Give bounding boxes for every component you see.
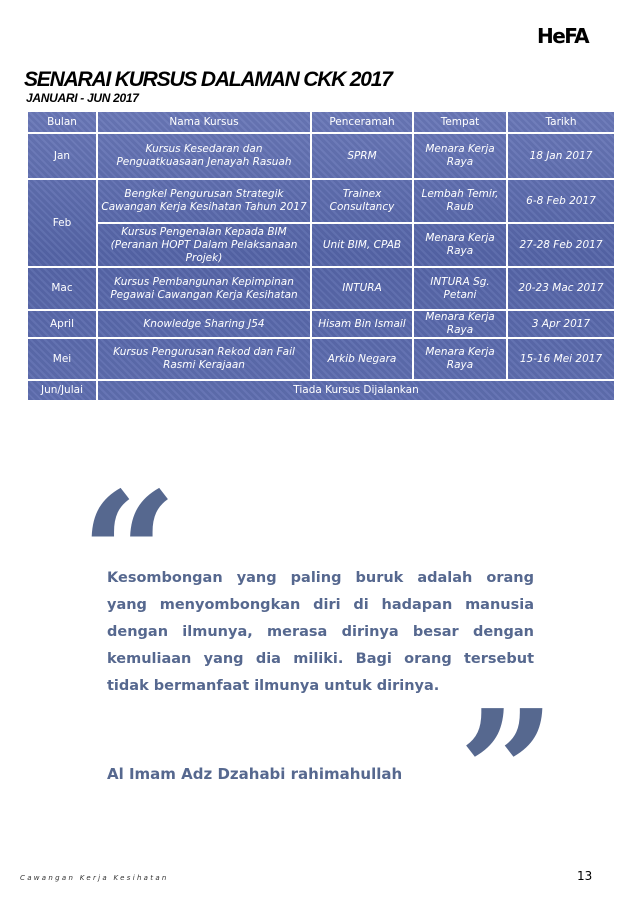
quote-text: Kesombongan yang paling buruk adalah orang yang menyombongkan diri di hadapan manusia dengan ilmunya, merasa dirinya besar dengan kemuliaan yang dia miliki. Bagi orang tersebut tidak bermanfaat ilmunya untuk dirinya. — [107, 570, 534, 694]
cell-tarikh: 6-8 Feb 2017 — [507, 179, 615, 223]
cell-tarikh: 18 Jan 2017 — [507, 133, 615, 179]
quote-author: Al Imam Adz Dzahabi rahimahullah — [107, 765, 403, 783]
cell-bulan: Feb — [27, 179, 97, 267]
close-quote-icon: ” — [458, 673, 556, 873]
cell-penceramah: Unit BIM, CPAB — [311, 223, 413, 267]
cell-tempat: Menara Kerja Raya — [413, 310, 507, 338]
cell-bulan: April — [27, 310, 97, 338]
cell-tempat: INTURA Sg. Petani — [413, 267, 507, 310]
cell-bulan: Mac — [27, 267, 97, 310]
table-row — [27, 179, 615, 223]
cell-penceramah: SPRM — [311, 133, 413, 179]
cell-tempat: Menara Kerja Raya — [413, 338, 507, 380]
course-table — [26, 110, 616, 402]
cell-no-course-note: Tiada Kursus Dijalankan — [97, 380, 615, 401]
column-header-tempat: Tempat — [413, 111, 507, 133]
cell-penceramah: Arkib Negara — [311, 338, 413, 380]
page-number: 13 — [577, 869, 593, 883]
column-header-bulan: Bulan — [27, 111, 97, 133]
cell-nama-kursus: Knowledge Sharing J54 — [97, 310, 311, 338]
cell-tarikh: 27-28 Feb 2017 — [507, 223, 615, 267]
cell-nama-kursus: Kursus Pengurusan Rekod dan Fail Rasmi Kerajaan — [97, 338, 311, 380]
page-subtitle: JANUARI - JUN 2017 — [26, 91, 139, 105]
cell-nama-kursus: Bengkel Pengurusan Strategik Cawangan Kerja Kesihatan Tahun 2017 — [97, 179, 311, 223]
table-row — [27, 133, 615, 179]
table-row — [27, 310, 615, 338]
table-row — [27, 380, 615, 401]
cell-penceramah: Hisam Bin Ismail — [311, 310, 413, 338]
hefa-logo: HeFA — [537, 24, 589, 48]
table-row — [27, 338, 615, 380]
cell-tempat: Lembah Temir, Raub — [413, 179, 507, 223]
cell-bulan: Mei — [27, 338, 97, 380]
cell-penceramah: INTURA — [311, 267, 413, 310]
column-header-nama-kursus: Nama Kursus — [97, 111, 311, 133]
cell-nama-kursus: Kursus Pengenalan Kepada BIM (Peranan HOPT Dalam Pelaksanaan Projek) — [97, 223, 311, 267]
open-quote-icon: “ — [80, 455, 178, 655]
cell-bulan: Jan — [27, 133, 97, 179]
cell-nama-kursus: Kursus Pembangunan Kepimpinan Pegawai Cawangan Kerja Kesihatan — [97, 267, 311, 310]
cell-tempat: Menara Kerja Raya — [413, 223, 507, 267]
cell-tarikh: 3 Apr 2017 — [507, 310, 615, 338]
column-header-tarikh: Tarikh — [507, 111, 615, 133]
cell-tarikh: 15-16 Mei 2017 — [507, 338, 615, 380]
page-title: SENARAI KURSUS DALAMAN CKK 2017 — [24, 68, 392, 91]
table-row — [27, 267, 615, 310]
table-row — [27, 223, 615, 267]
course-table-container — [26, 110, 614, 400]
footer-department: Cawangan Kerja Kesihatan — [20, 874, 169, 882]
column-header-penceramah: Penceramah — [311, 111, 413, 133]
cell-bulan: Jun/Julai — [27, 380, 97, 401]
cell-tempat: Menara Kerja Raya — [413, 133, 507, 179]
cell-tarikh: 20-23 Mac 2017 — [507, 267, 615, 310]
cell-nama-kursus: Kursus Kesedaran dan Penguatkuasaan Jenayah Rasuah — [97, 133, 311, 179]
table-header-row — [27, 111, 615, 133]
cell-penceramah: Trainex Consultancy — [311, 179, 413, 223]
